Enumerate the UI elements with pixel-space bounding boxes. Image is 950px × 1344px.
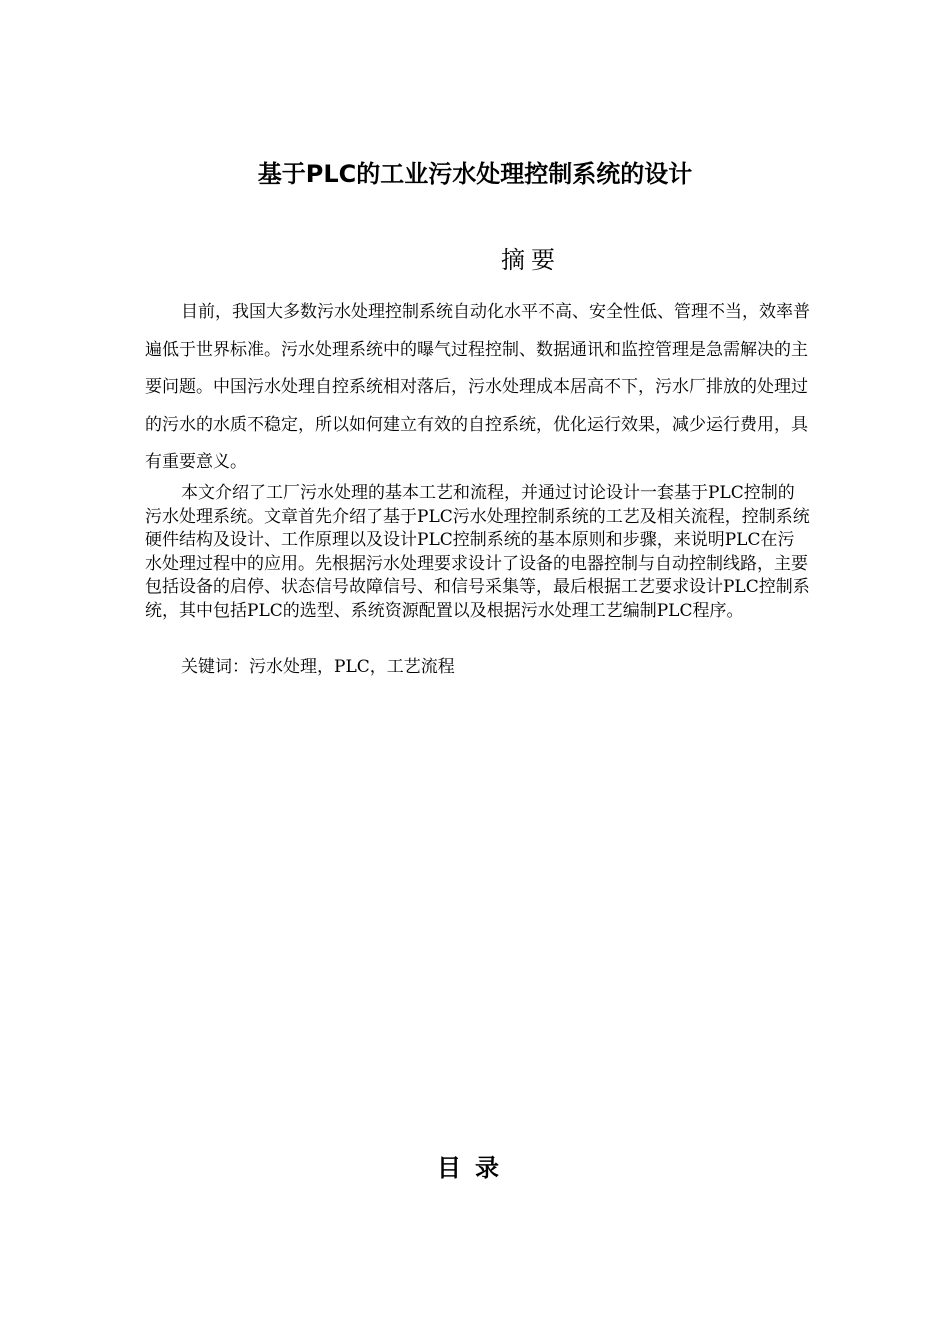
- abstract-heading: 摘要: [501, 246, 561, 274]
- abstract-paragraph-1: 目前，我国大多数污水处理控制系统自动化水平不高、安全性低、管理不当，效率普遍低于世界标准。污水处理系统中的曝气过程控制、数据通讯和监控管理是急需解决的主要问题。中国污水处理自控系统相对落后，污水处理成本居高不下，污水厂排放的处理过的污水的水质不稳定，所以如何建立有效的自控系统，优化运行效果，减少运行费用，具有重要意义。: [145, 302, 810, 472]
- abstract-paragraph-2: 本文介绍了工厂污水处理的基本工艺和流程，并通过讨论设计一套基于PLC控制的污水处理系统。文章首先介绍了基于PLC污水处理控制系统的工艺及相关流程，控制系统硬件结构及设计、工作原理以及设计PLC控制系统的基本原则和步骤，来说明PLC在污水处理过程中的应用。先根据污水处理要求设计了设备的电器控制与自动控制线路，主要包括设备的启停、状态信号故障信号、和信号采集等，最后根据工艺要求设计PLC控制系统，其中包括PLC的选型、系统资源配置以及根据污水处理工艺编制PLC程序。: [145, 483, 810, 621]
- document-title: 基于PLC的工业污水处理控制系统的设计: [257, 160, 693, 188]
- keywords-line: 关键词：污水处理，PLC，工艺流程: [181, 657, 455, 677]
- toc-heading: 目录: [437, 1154, 513, 1182]
